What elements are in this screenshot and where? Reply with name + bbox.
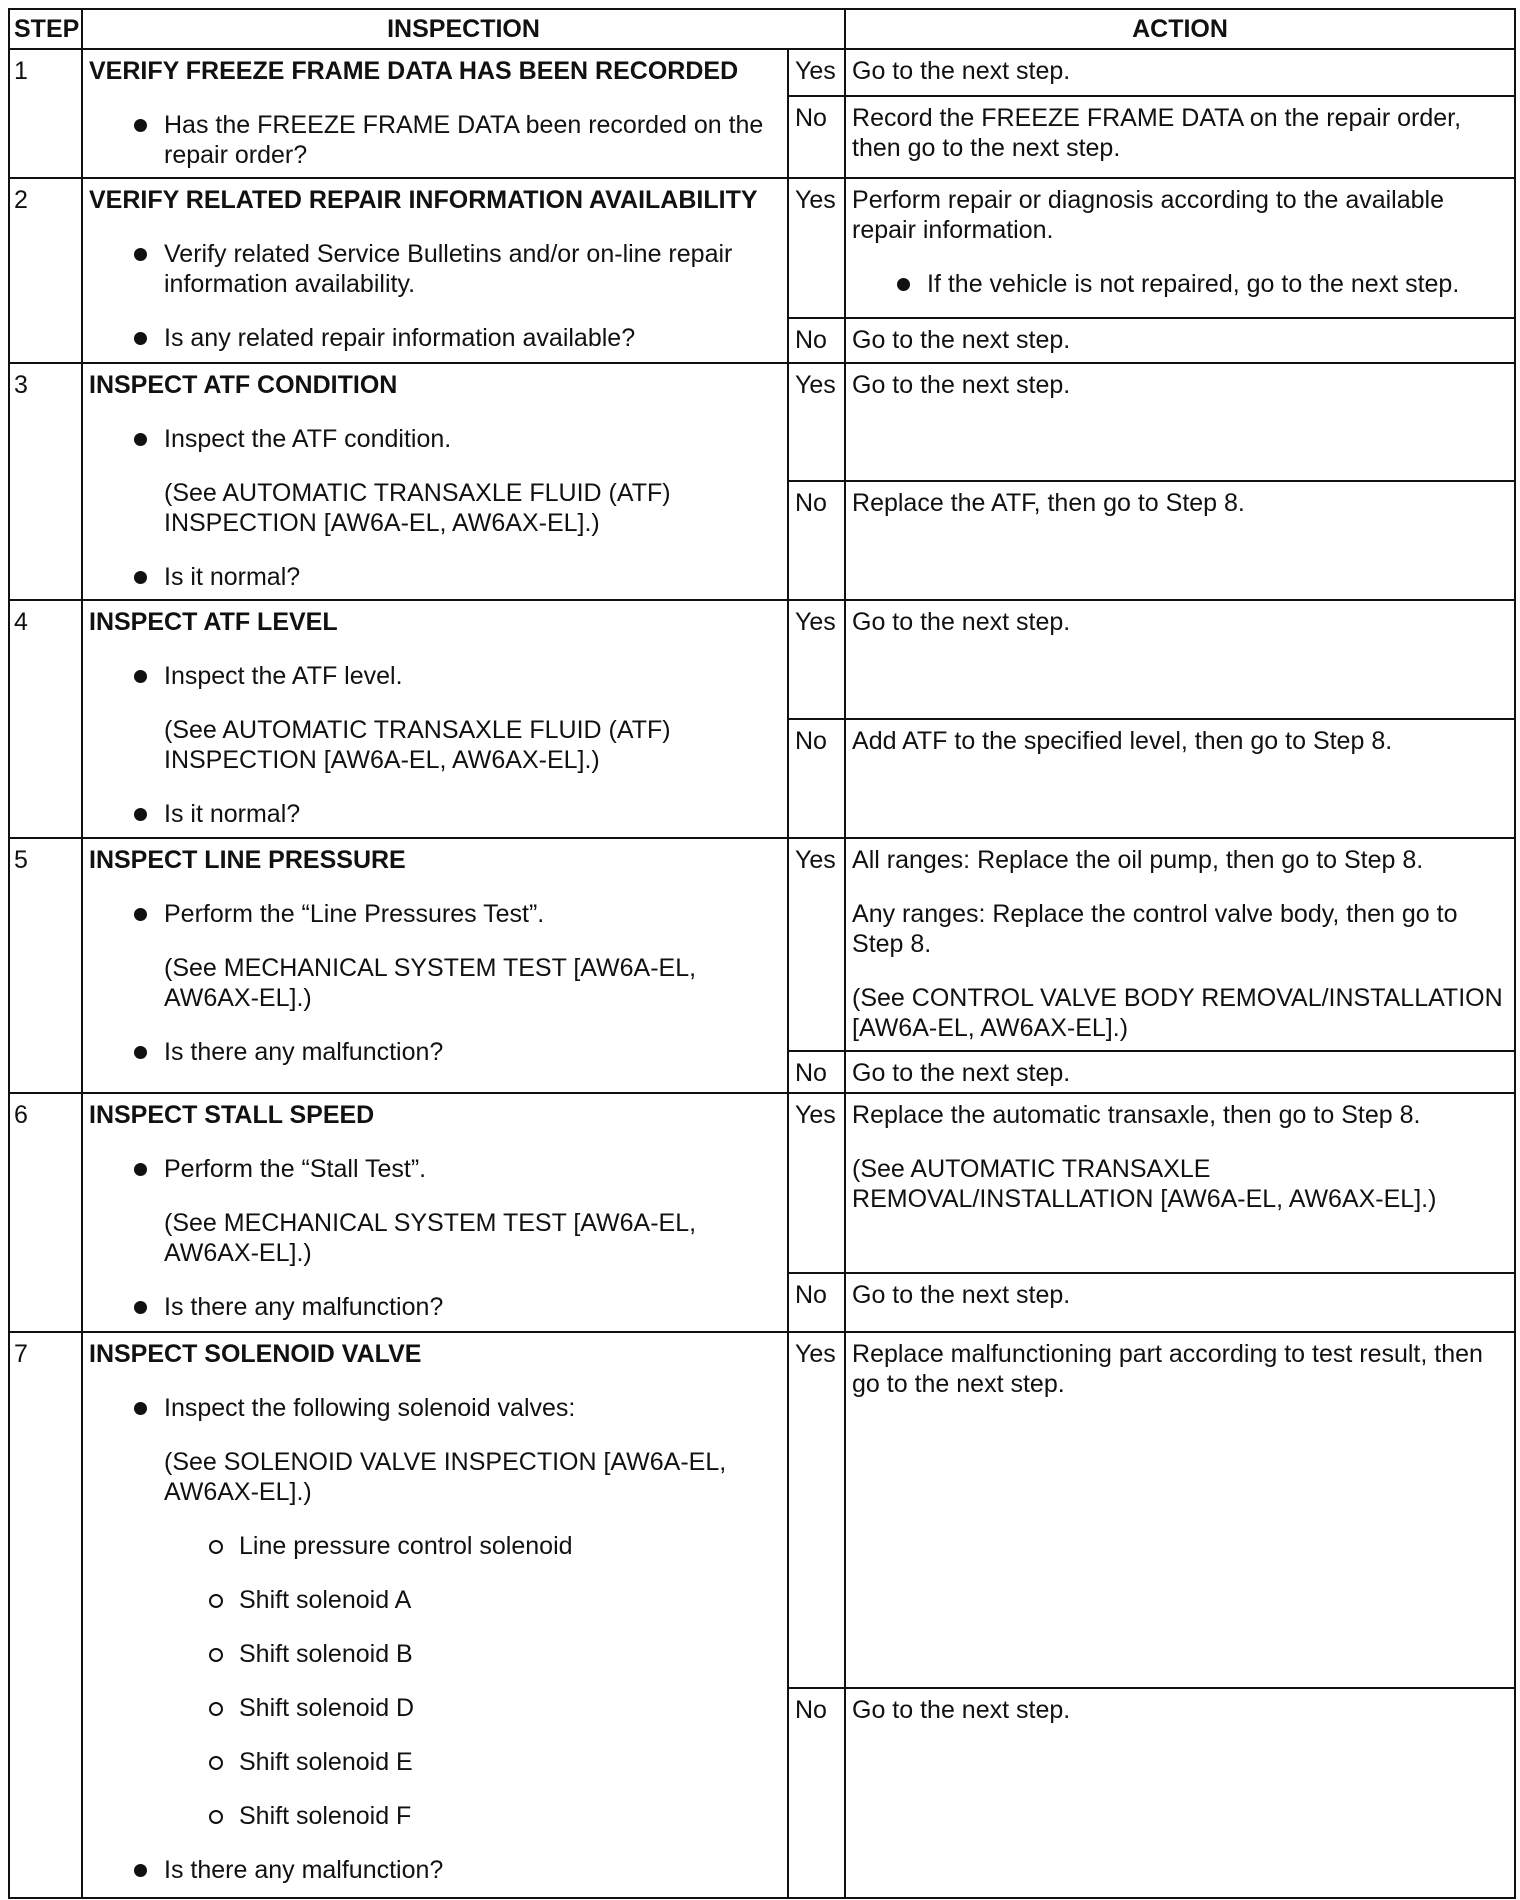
header-step: STEP bbox=[9, 9, 82, 49]
inspection-bullet: Inspect the ATF condition. bbox=[89, 424, 781, 454]
header-inspection: INSPECTION bbox=[82, 9, 845, 49]
yes-action bbox=[845, 178, 1515, 318]
action-text: Go to the next step. bbox=[852, 326, 1071, 354]
no-action bbox=[845, 318, 1515, 363]
no-action bbox=[845, 1273, 1515, 1332]
action-text: Record the FREEZE FRAME DATA on the repair order, then go to the next step. bbox=[852, 104, 1462, 162]
yes-action bbox=[845, 1332, 1515, 1688]
action-text: Go to the next step. bbox=[852, 1696, 1071, 1724]
table-row bbox=[9, 1332, 1515, 1688]
yes-label: Yes bbox=[788, 838, 845, 1051]
table-row bbox=[9, 49, 1515, 96]
action-text: Perform repair or diagnosis according to the available repair information. bbox=[852, 186, 1444, 244]
solenoid-item: Line pressure control solenoid bbox=[89, 1531, 781, 1561]
action-text: Go to the next step. bbox=[852, 57, 1071, 85]
inspection-bullet: Has the FREEZE FRAME DATA been recorded on the repair order? bbox=[89, 110, 781, 170]
inspection-reference: (See MECHANICAL SYSTEM TEST [AW6A-EL, AW6AX-EL].) bbox=[164, 954, 697, 1012]
yes-label: Yes bbox=[788, 178, 845, 318]
step-number: 3 bbox=[9, 363, 82, 600]
no-action bbox=[845, 719, 1515, 838]
yes-label: Yes bbox=[788, 1332, 845, 1688]
action-text: Add ATF to the specified level, then go to Step 8. bbox=[852, 727, 1393, 755]
action-text: All ranges: Replace the oil pump, then go to Step 8. bbox=[852, 846, 1424, 874]
yes-label: Yes bbox=[788, 363, 845, 481]
no-action bbox=[845, 1051, 1515, 1093]
action-text: Go to the next step. bbox=[852, 371, 1071, 399]
action-text: Replace the automatic transaxle, then go to Step 8. bbox=[852, 1101, 1421, 1129]
inspection-cell bbox=[82, 363, 788, 600]
inspection-bullet: Is there any malfunction? bbox=[89, 1855, 781, 1885]
step-number: 1 bbox=[9, 49, 82, 178]
no-label: No bbox=[788, 318, 845, 363]
yes-action bbox=[845, 49, 1515, 96]
inspection-bullet: Inspect the ATF level. bbox=[89, 661, 781, 691]
inspection-title: INSPECT ATF LEVEL bbox=[89, 608, 338, 636]
action-text: Go to the next step. bbox=[852, 608, 1071, 636]
inspection-cell bbox=[82, 600, 788, 838]
inspection-title: INSPECT STALL SPEED bbox=[89, 1101, 375, 1129]
inspection-reference: (See SOLENOID VALVE INSPECTION [AW6A-EL, AW6AX-EL].) bbox=[164, 1448, 727, 1506]
no-action bbox=[845, 481, 1515, 600]
step-number: 5 bbox=[9, 838, 82, 1093]
action-text: Replace the ATF, then go to Step 8. bbox=[852, 489, 1245, 517]
action-text: Any ranges: Replace the control valve body, then go to Step 8. bbox=[852, 900, 1458, 958]
inspection-reference: (See MECHANICAL SYSTEM TEST [AW6A-EL, AW6AX-EL].) bbox=[164, 1209, 697, 1267]
table-row bbox=[9, 838, 1515, 1051]
inspection-bullet: Is there any malfunction? bbox=[89, 1292, 781, 1322]
action-text: Replace malfunctioning part according to test result, then go to the next step. bbox=[852, 1340, 1483, 1398]
yes-label: Yes bbox=[788, 1093, 845, 1273]
inspection-title: VERIFY FREEZE FRAME DATA HAS BEEN RECORDED bbox=[89, 57, 739, 85]
inspection-title: INSPECT ATF CONDITION bbox=[89, 371, 398, 399]
inspection-cell bbox=[82, 178, 788, 363]
inspection-title: INSPECT LINE PRESSURE bbox=[89, 846, 406, 874]
inspection-bullet: Is there any malfunction? bbox=[89, 1037, 781, 1067]
inspection-bullet: Verify related Service Bulletins and/or on-line repair information availability. bbox=[89, 239, 781, 299]
inspection-bullet: Perform the “Stall Test”. bbox=[89, 1154, 781, 1184]
action-text: Go to the next step. bbox=[852, 1059, 1071, 1087]
inspection-bullet: Perform the “Line Pressures Test”. bbox=[89, 899, 781, 929]
no-label: No bbox=[788, 1688, 845, 1898]
yes-action bbox=[845, 1093, 1515, 1273]
no-label: No bbox=[788, 719, 845, 838]
header-action: ACTION bbox=[845, 9, 1515, 49]
inspection-cell bbox=[82, 49, 788, 178]
table-row bbox=[9, 363, 1515, 481]
step-number: 7 bbox=[9, 1332, 82, 1898]
no-label: No bbox=[788, 1051, 845, 1093]
no-action bbox=[845, 96, 1515, 178]
yes-action bbox=[845, 363, 1515, 481]
inspection-reference: (See AUTOMATIC TRANSAXLE FLUID (ATF) INSPECTION [AW6A-EL, AW6AX-EL].) bbox=[164, 479, 671, 537]
solenoid-item: Shift solenoid D bbox=[89, 1693, 781, 1723]
inspection-title: INSPECT SOLENOID VALVE bbox=[89, 1340, 422, 1368]
header-row bbox=[9, 9, 1515, 49]
diagnostic-procedure-document bbox=[8, 8, 1514, 1891]
inspection-cell bbox=[82, 1093, 788, 1332]
step-number: 6 bbox=[9, 1093, 82, 1332]
no-action bbox=[845, 1688, 1515, 1898]
action-bullet: If the vehicle is not repaired, go to the next step. bbox=[852, 269, 1508, 299]
step-number: 4 bbox=[9, 600, 82, 838]
table-row bbox=[9, 1093, 1515, 1273]
solenoid-item: Shift solenoid B bbox=[89, 1639, 781, 1669]
inspection-title: VERIFY RELATED REPAIR INFORMATION AVAILABILITY bbox=[89, 186, 758, 214]
yes-label: Yes bbox=[788, 49, 845, 96]
no-label: No bbox=[788, 96, 845, 178]
inspection-bullet: Is it normal? bbox=[89, 799, 781, 829]
solenoid-item: Shift solenoid F bbox=[89, 1801, 781, 1831]
table-row bbox=[9, 600, 1515, 719]
yes-action bbox=[845, 838, 1515, 1051]
action-reference: (See AUTOMATIC TRANSAXLE REMOVAL/INSTALLATION [AW6A-EL, AW6AX-EL].) bbox=[852, 1155, 1437, 1213]
inspection-bullet: Is any related repair information available? bbox=[89, 323, 781, 353]
no-label: No bbox=[788, 481, 845, 600]
yes-action bbox=[845, 600, 1515, 719]
inspection-cell bbox=[82, 838, 788, 1093]
step-number: 2 bbox=[9, 178, 82, 363]
action-reference: (See CONTROL VALVE BODY REMOVAL/INSTALLATION [AW6A-EL, AW6AX-EL].) bbox=[852, 984, 1503, 1042]
no-label: No bbox=[788, 1273, 845, 1332]
action-text: Go to the next step. bbox=[852, 1281, 1071, 1309]
diagnostic-table bbox=[8, 8, 1516, 1899]
inspection-bullet: Is it normal? bbox=[89, 562, 781, 592]
inspection-bullet: Inspect the following solenoid valves: bbox=[89, 1393, 781, 1423]
inspection-cell bbox=[82, 1332, 788, 1898]
yes-label: Yes bbox=[788, 600, 845, 719]
solenoid-item: Shift solenoid E bbox=[89, 1747, 781, 1777]
table-row bbox=[9, 178, 1515, 318]
inspection-reference: (See AUTOMATIC TRANSAXLE FLUID (ATF) INSPECTION [AW6A-EL, AW6AX-EL].) bbox=[164, 716, 671, 774]
solenoid-item: Shift solenoid A bbox=[89, 1585, 781, 1615]
